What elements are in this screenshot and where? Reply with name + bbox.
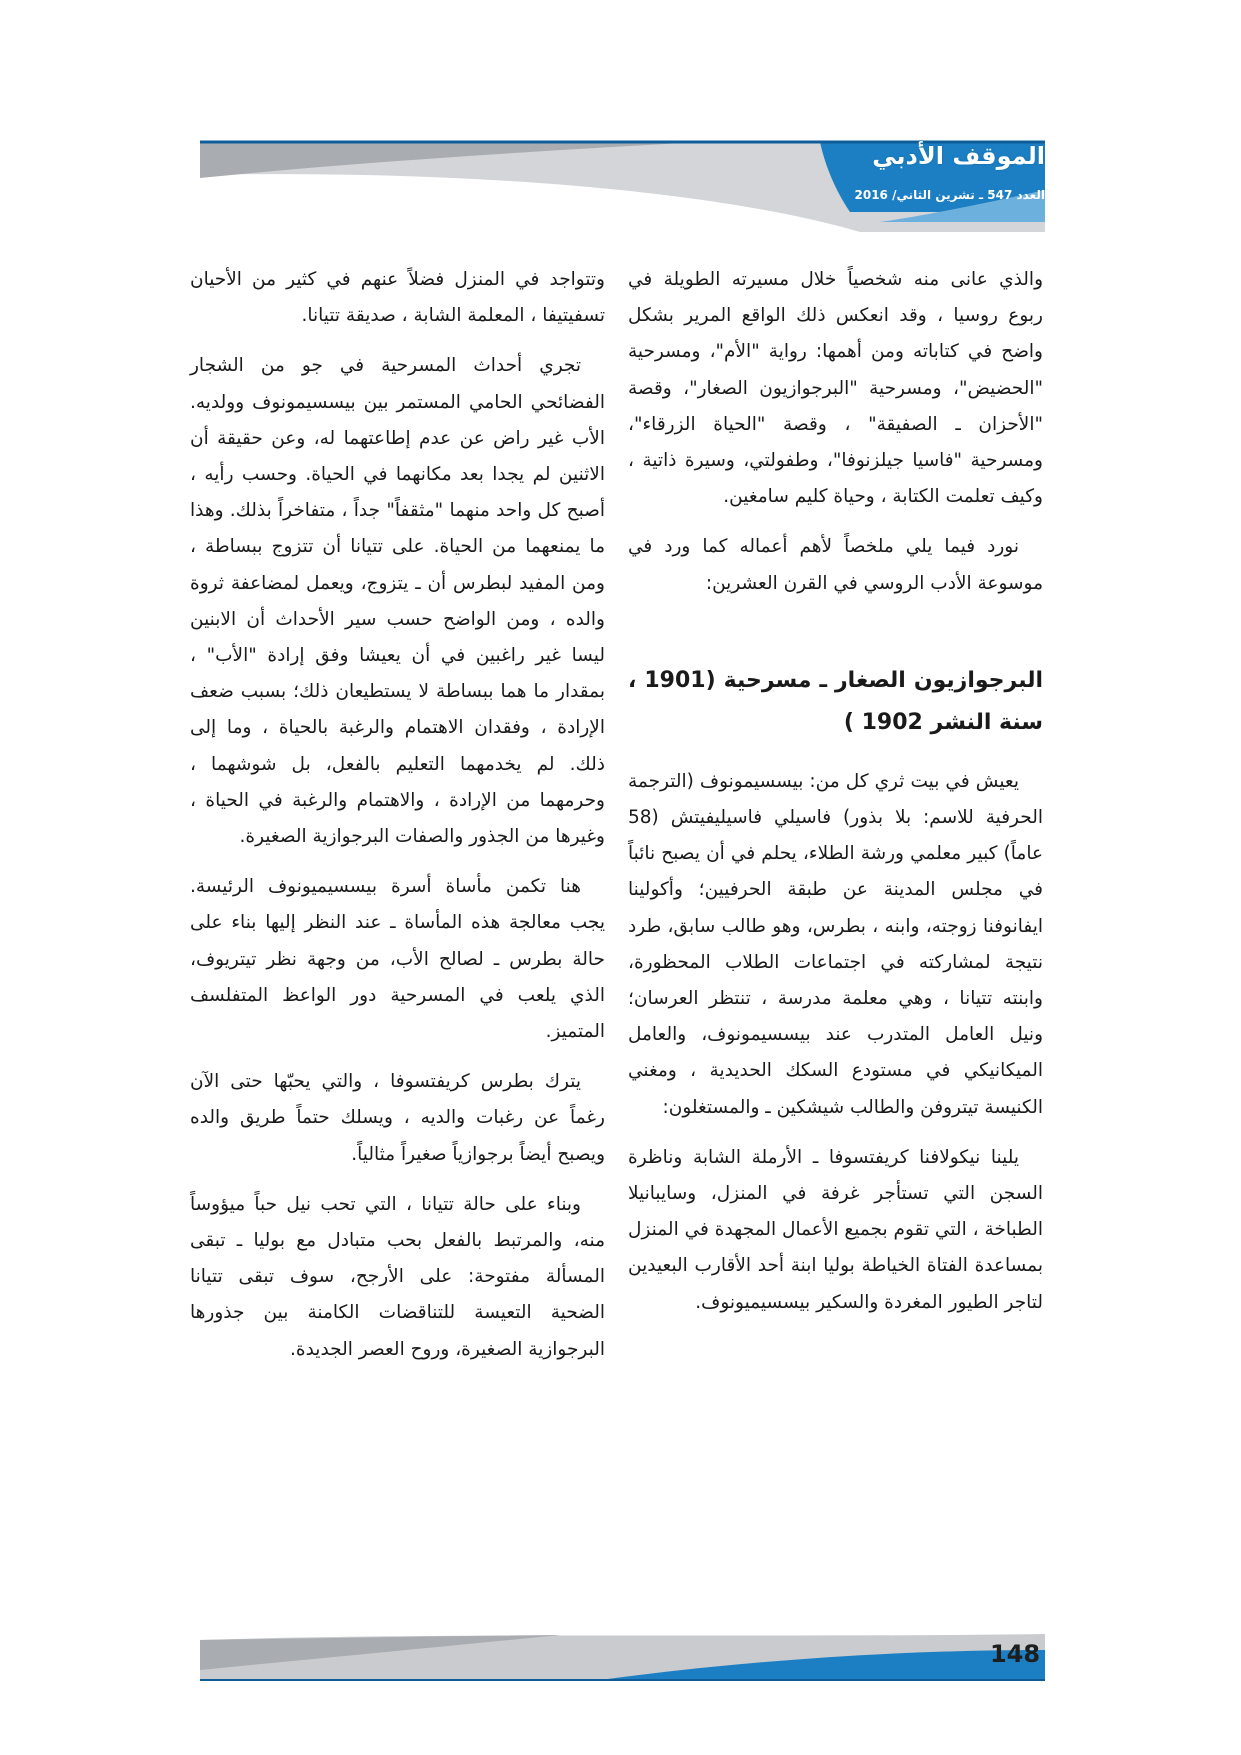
paragraph: هنا تكمن مأساة أسرة بيسسيميونوف الرئيسة. يجب معالجة هذه المأساة ـ عند النظر إليها بناء على حالة بطرس ـ لصالح الأب، من وجهة نظر تيتريوف، الذي يلعب في المسرحية دور الواعظ المتفلسف المتميز.: [190, 876, 605, 1043]
header-banner: [0, 0, 1241, 260]
paragraph: يلينا نيكولافنا كريفتسوفا ـ الأرملة الشابة وناظرة السجن التي تستأجر غرفة في المنزل، وسايبانيلا الطباخة ، التي تقوم بجميع الأعمال المجهدة في المنزل بمساعدة الفتاة الخياطة بوليا ابنة أحد الأقارب البعيدين لتاجر الطيور المغردة والسكير بيسسيميونوف.: [628, 1146, 1043, 1313]
paragraph: والذي عانى منه شخصياً خلال مسيرته الطويلة في ربوع روسيا ، وقد انعكس ذلك الواقع المرير بشكل واضح في كتاباته ومن أهمها: رواية "الأم"، ومسرحية "الحضيض"، ومسرحية "البرجوازيون الصغار"، وقصة "الأحزان ـ الصفيقة" ، وقصة "الحياة الزرقاء"، ومسرحية "فاسيا جيلزنوفا"، وطفولتي، وسيرة ذاتية ، وكيف تعلمت الكتابة ، وحياة كليم سامغين.: [628, 269, 1043, 508]
paragraph: يترك بطرس كريفتسوفا ، والتي يحبّها حتى الآن رغماً عن رغبات والديه ، ويسلك حتماً طريق والده ويصبح أيضاً برجوازياً صغيراً مثالياً.: [190, 1071, 605, 1165]
issue-line: العدد 547 ـ تشرين الثاني/ 2016: [854, 188, 1045, 202]
paragraph: وتتواجد في المنزل فضلاً عنهم في كثير من الأحيان تسفيتيفا ، المعلمة الشابة ، صديقة تتيانا.: [190, 269, 605, 327]
footer-banner: [0, 1620, 1241, 1700]
paragraph: يعيش في بيت ثري كل من: بيسسيمونوف (الترجمة الحرفية للاسم: بلا بذور) فاسيلي فاسيليفيتش (58 عاماً) كبير معلمي ورشة الطلاء، يحلم في أن يصبح نائباً في مجلس المدينة عن طبقة الحرفيين؛ وأكولينا ايفانوفنا زوجته، وابنه ، بطرس، وهو طالب سابق، طرد نتيجة لمشاركته في اجتماعات الطلاب المحظورة، وابنته تتيانا ، وهي معلمة مدرسة ، تنتظر العرسان؛ ونيل العامل المتدرب عند بيسسيمونوف، والعامل الميكانيكي في مستودع السكك الحديدية ، ومغني الكنيسة تيتروفن والطالب شيشكين ـ والمستغلون:: [628, 770, 1043, 1118]
paragraph: تجري أحداث المسرحية في جو من الشجار الفضائحي الحامي المستمر بين بيسسيمونوف وولديه. الأب غير راض عن عدم إطاعتهما له، وعن حقيقة أن الاثنين لم يجدا بعد مكانهما في الحياة. وحسب رأيه ، أصبح كل واحد منهما "مثقفاً" جداً ، متفاخراً بذلك. وهذا ما يمنعهما من الحياة. على تتيانا أن تتزوج ببساطة ، ومن المفيد لبطرس أن ـ يتزوج، ويعمل لمضاعفة ثروة والده ، ومن الواضح حسب سير الأحداث أن الابنين ليسا غير راغبين في أن يعيشا وفق إرادة "الأب" ، بمقدار ما هما ببساطة لا يستطيعان ذلك؛ بسبب ضعف الإرادة ، وفقدان الاهتمام والرغبة بالحياة ، وما إلى ذلك. لم يخدمهما التعليم بالفعل، بل شوشهما ، وحرمهما من الإرادة ، والاهتمام والرغبة في الحياة ، وغيرها من الجذور والصفات البرجوازية الصغيرة.: [190, 355, 605, 848]
paragraph: نورد فيما يلي ملخصاً لأهم أعماله كما ورد في موسوعة الأدب الروسي في القرن العشرين:: [628, 536, 1043, 594]
paragraph: وبناء على حالة تتيانا ، التي تحب نيل حباً ميؤوساً منه، والمرتبط بالفعل بحب متبادل مع بوليا ـ تبقى المسألة مفتوحة: على الأرجح، سوف تبقى تتيانا الضحية التعيسة للتناقضات الكامنة بين جذورها البرجوازية الصغيرة، وروح العصر الجديدة.: [190, 1193, 605, 1360]
right-column: [628, 262, 1043, 1335]
page-number: 148: [989, 1640, 1041, 1668]
section-heading: البرجوازيون الصغار ـ مسرحية (1901 ، سنة النشر 1902 ): [628, 667, 1043, 735]
left-column: [190, 262, 605, 1382]
magazine-logo: الموقف الأدبي: [872, 142, 1045, 170]
